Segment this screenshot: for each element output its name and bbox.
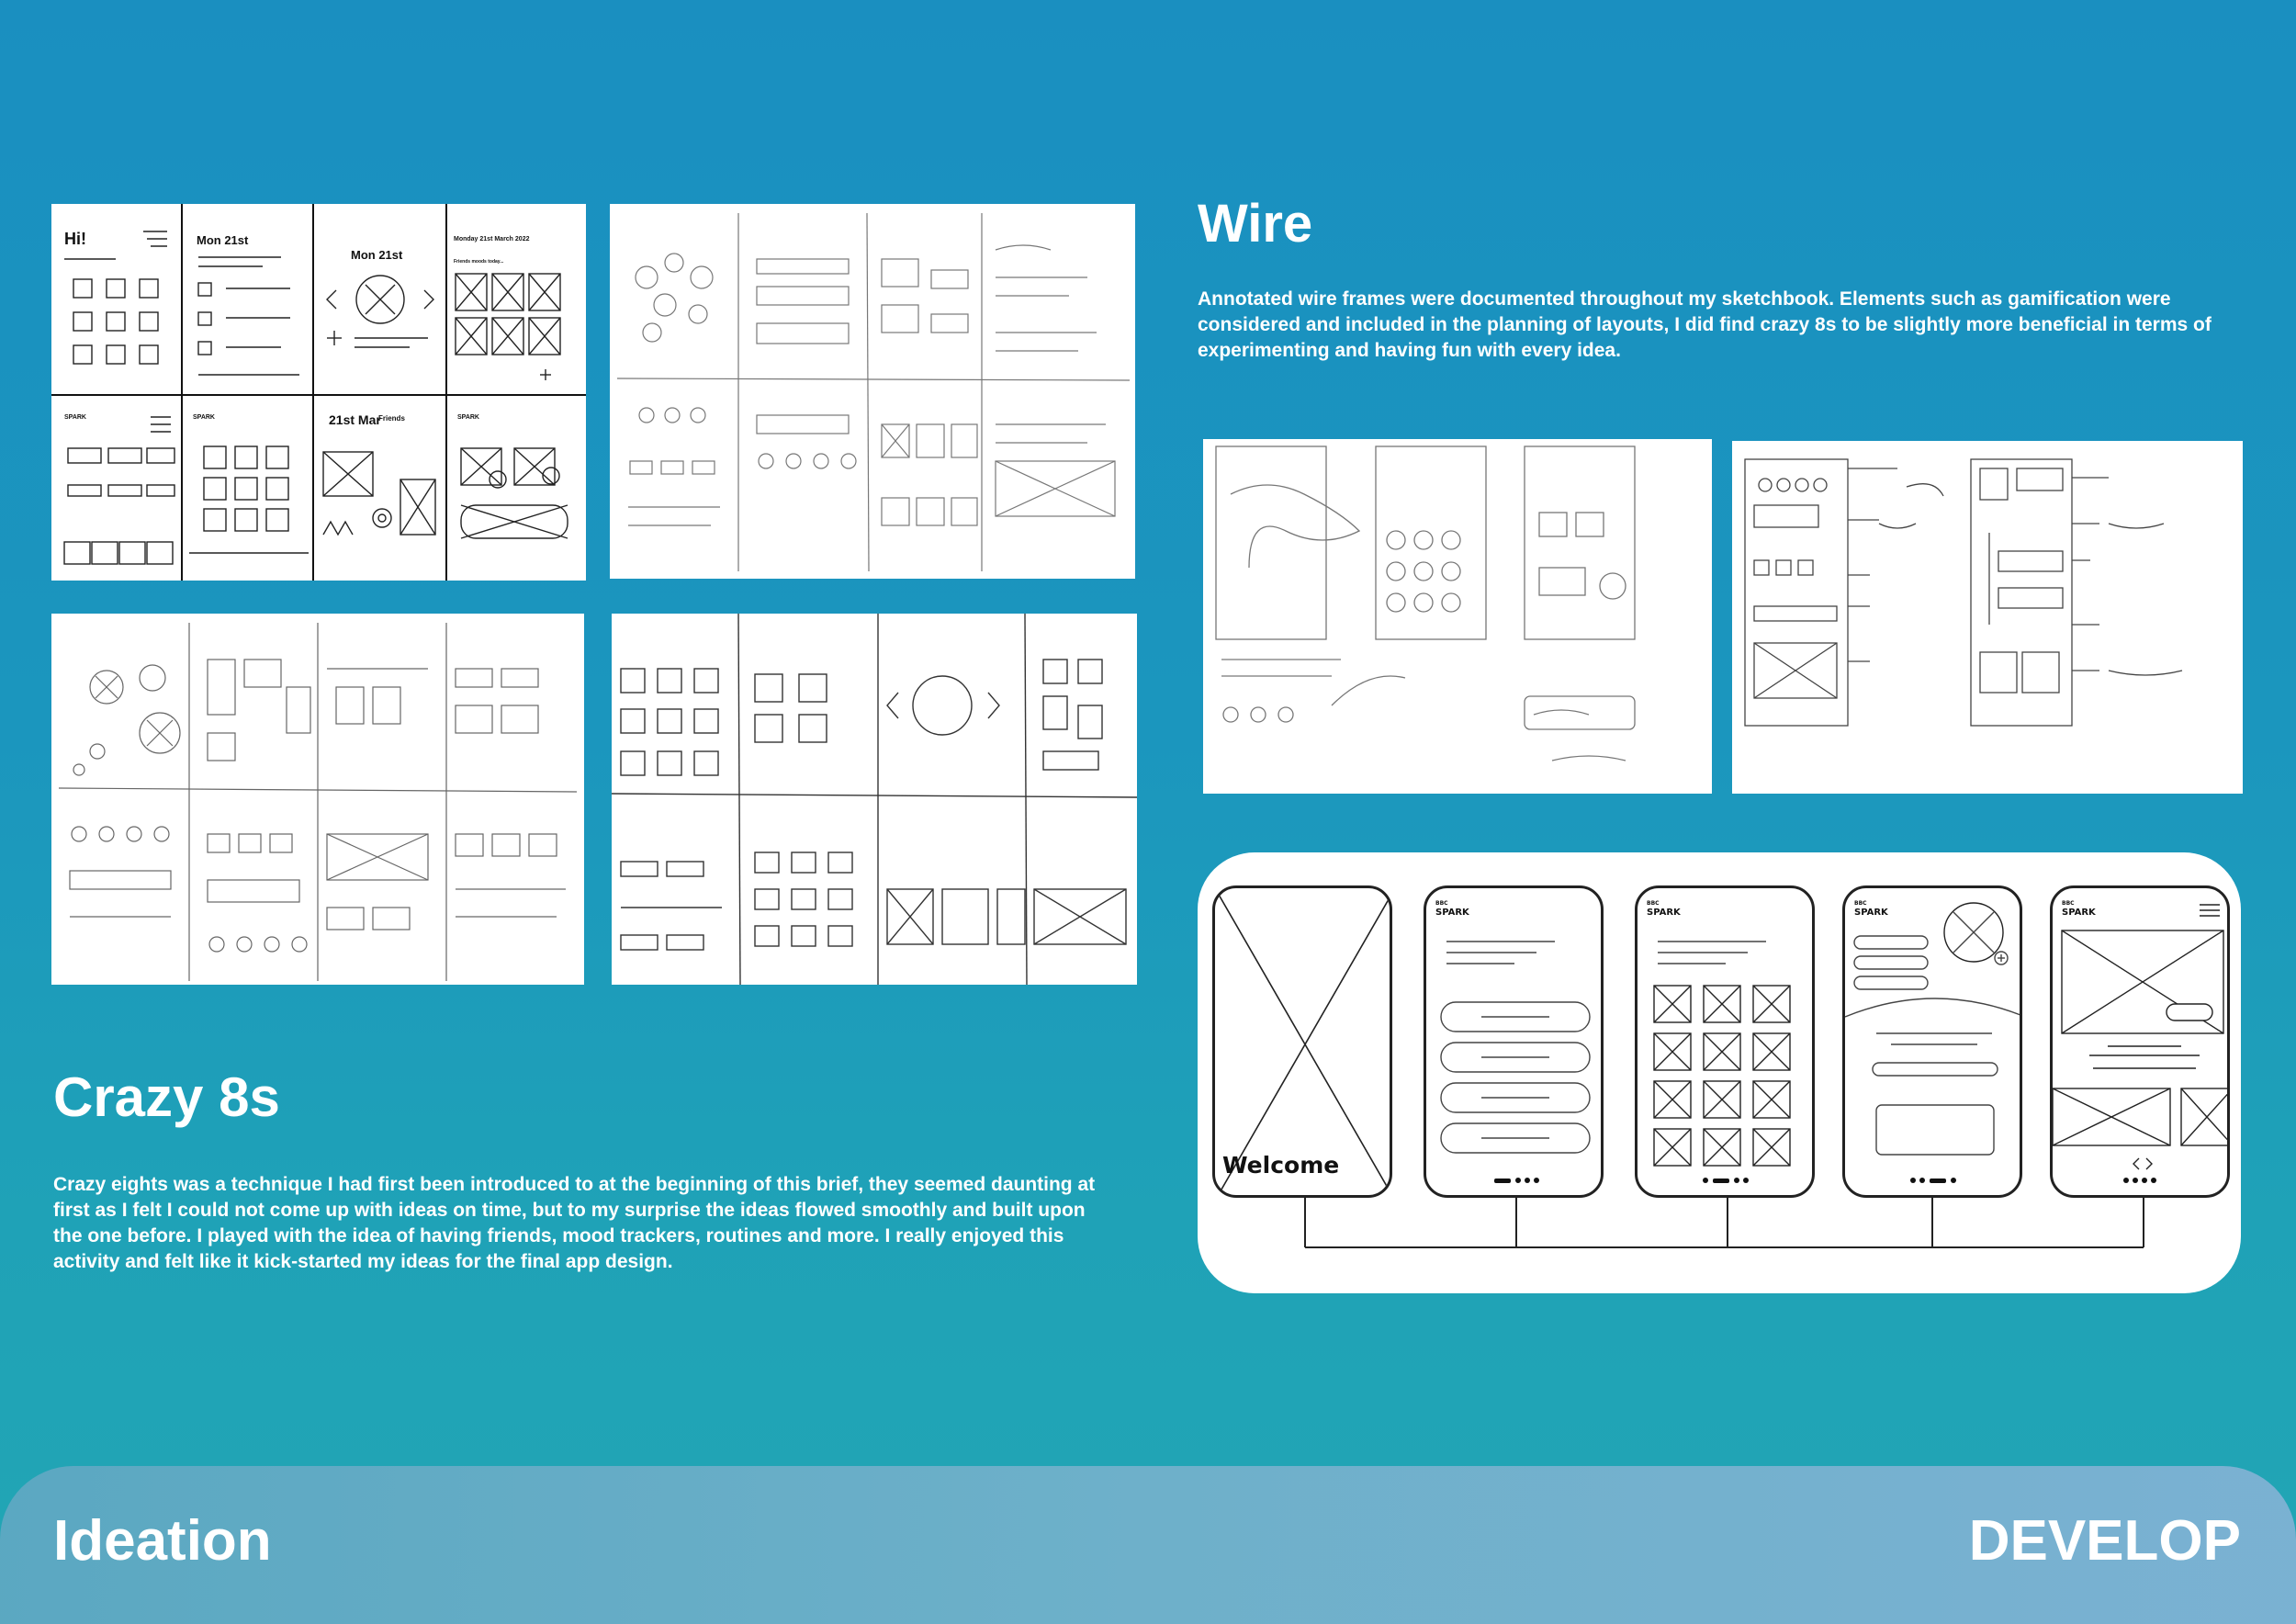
panel-date-label: Monday 21st March 2022 (454, 236, 530, 242)
spark-logo: BBC SPARK (1647, 900, 1681, 918)
wireframe-sketch-a (1203, 439, 1712, 794)
annotated-wireframe-a (1203, 439, 1712, 794)
panel6-brand: SPARK (193, 414, 215, 421)
panel-mon21-label: Mon 21st (197, 233, 249, 247)
digital-crazy8s-sheet (51, 204, 586, 581)
pencil-sketch-a (610, 204, 1135, 579)
pencil-sketch-b (51, 614, 584, 985)
wire-description: Annotated wire frames were documented throughout my sketchbook. Elements such as gamification were considered and included in the planning of layouts, I did find crazy 8s to be slightly more beneficial in terms of experimenting and having fun with every idea. (1198, 288, 2212, 361)
section-label-ideation: Ideation (53, 1509, 272, 1573)
annotated-wireframe-b (1732, 441, 2243, 794)
panel-moods-caption: Friends moods today... (454, 259, 504, 265)
spark-logo: BBC SPARK (1854, 900, 1888, 918)
phone-grid-screen (1635, 885, 1815, 1198)
menu-screen-drawing (1426, 888, 1604, 1198)
feed-screen-drawing (2053, 888, 2230, 1198)
sketch-sheet-c (612, 614, 1137, 985)
panel5-brand: SPARK (64, 414, 86, 421)
welcome-label: Welcome (1222, 1152, 1340, 1179)
panel7-friends: Friends (378, 414, 405, 423)
panel8-brand: SPARK (457, 414, 479, 421)
profile-screen-drawing (1845, 888, 2022, 1198)
wireframe-sketch-b (1732, 441, 2243, 794)
spark-logo: BBC SPARK (2062, 900, 2096, 918)
phone-feed-screen (2050, 885, 2230, 1198)
grid-screen-drawing (1638, 888, 1815, 1198)
spark-logo: BBC SPARK (1435, 900, 1469, 918)
phone-menu-screen (1424, 885, 1604, 1198)
phone-profile-screen (1842, 885, 2022, 1198)
panel7-date: 21st Mar (329, 412, 381, 427)
panel-hi-label: Hi! (64, 230, 86, 248)
digital-crazy8s-drawing (51, 204, 586, 581)
sketch-sheet-a (610, 204, 1135, 579)
crazy8s-title: Crazy 8s (53, 1066, 280, 1128)
phone-welcome-screen (1212, 885, 1392, 1198)
crazy8s-description: Crazy eights was a technique I had first been introduced to at the beginning of this brief, they seemed daunting at first as I felt I could not come up with ideas on time, but to my surprise the ideas flowed smoothly and built upon the one before. I played with the idea of having friends, mood trackers, routines and more. I really enjoyed this activity and felt like it kick-started my ideas for the final app design. (53, 1174, 1096, 1272)
sketch-sheet-b (51, 614, 584, 985)
panel-mon21b-label: Mon 21st (351, 248, 403, 262)
section-label-develop: DEVELOP (1968, 1509, 2241, 1573)
wire-title: Wire (1198, 194, 1313, 254)
footer-bar (0, 1466, 2296, 1624)
wireframe-user-flow (1198, 852, 2241, 1293)
pencil-sketch-c (612, 614, 1137, 985)
